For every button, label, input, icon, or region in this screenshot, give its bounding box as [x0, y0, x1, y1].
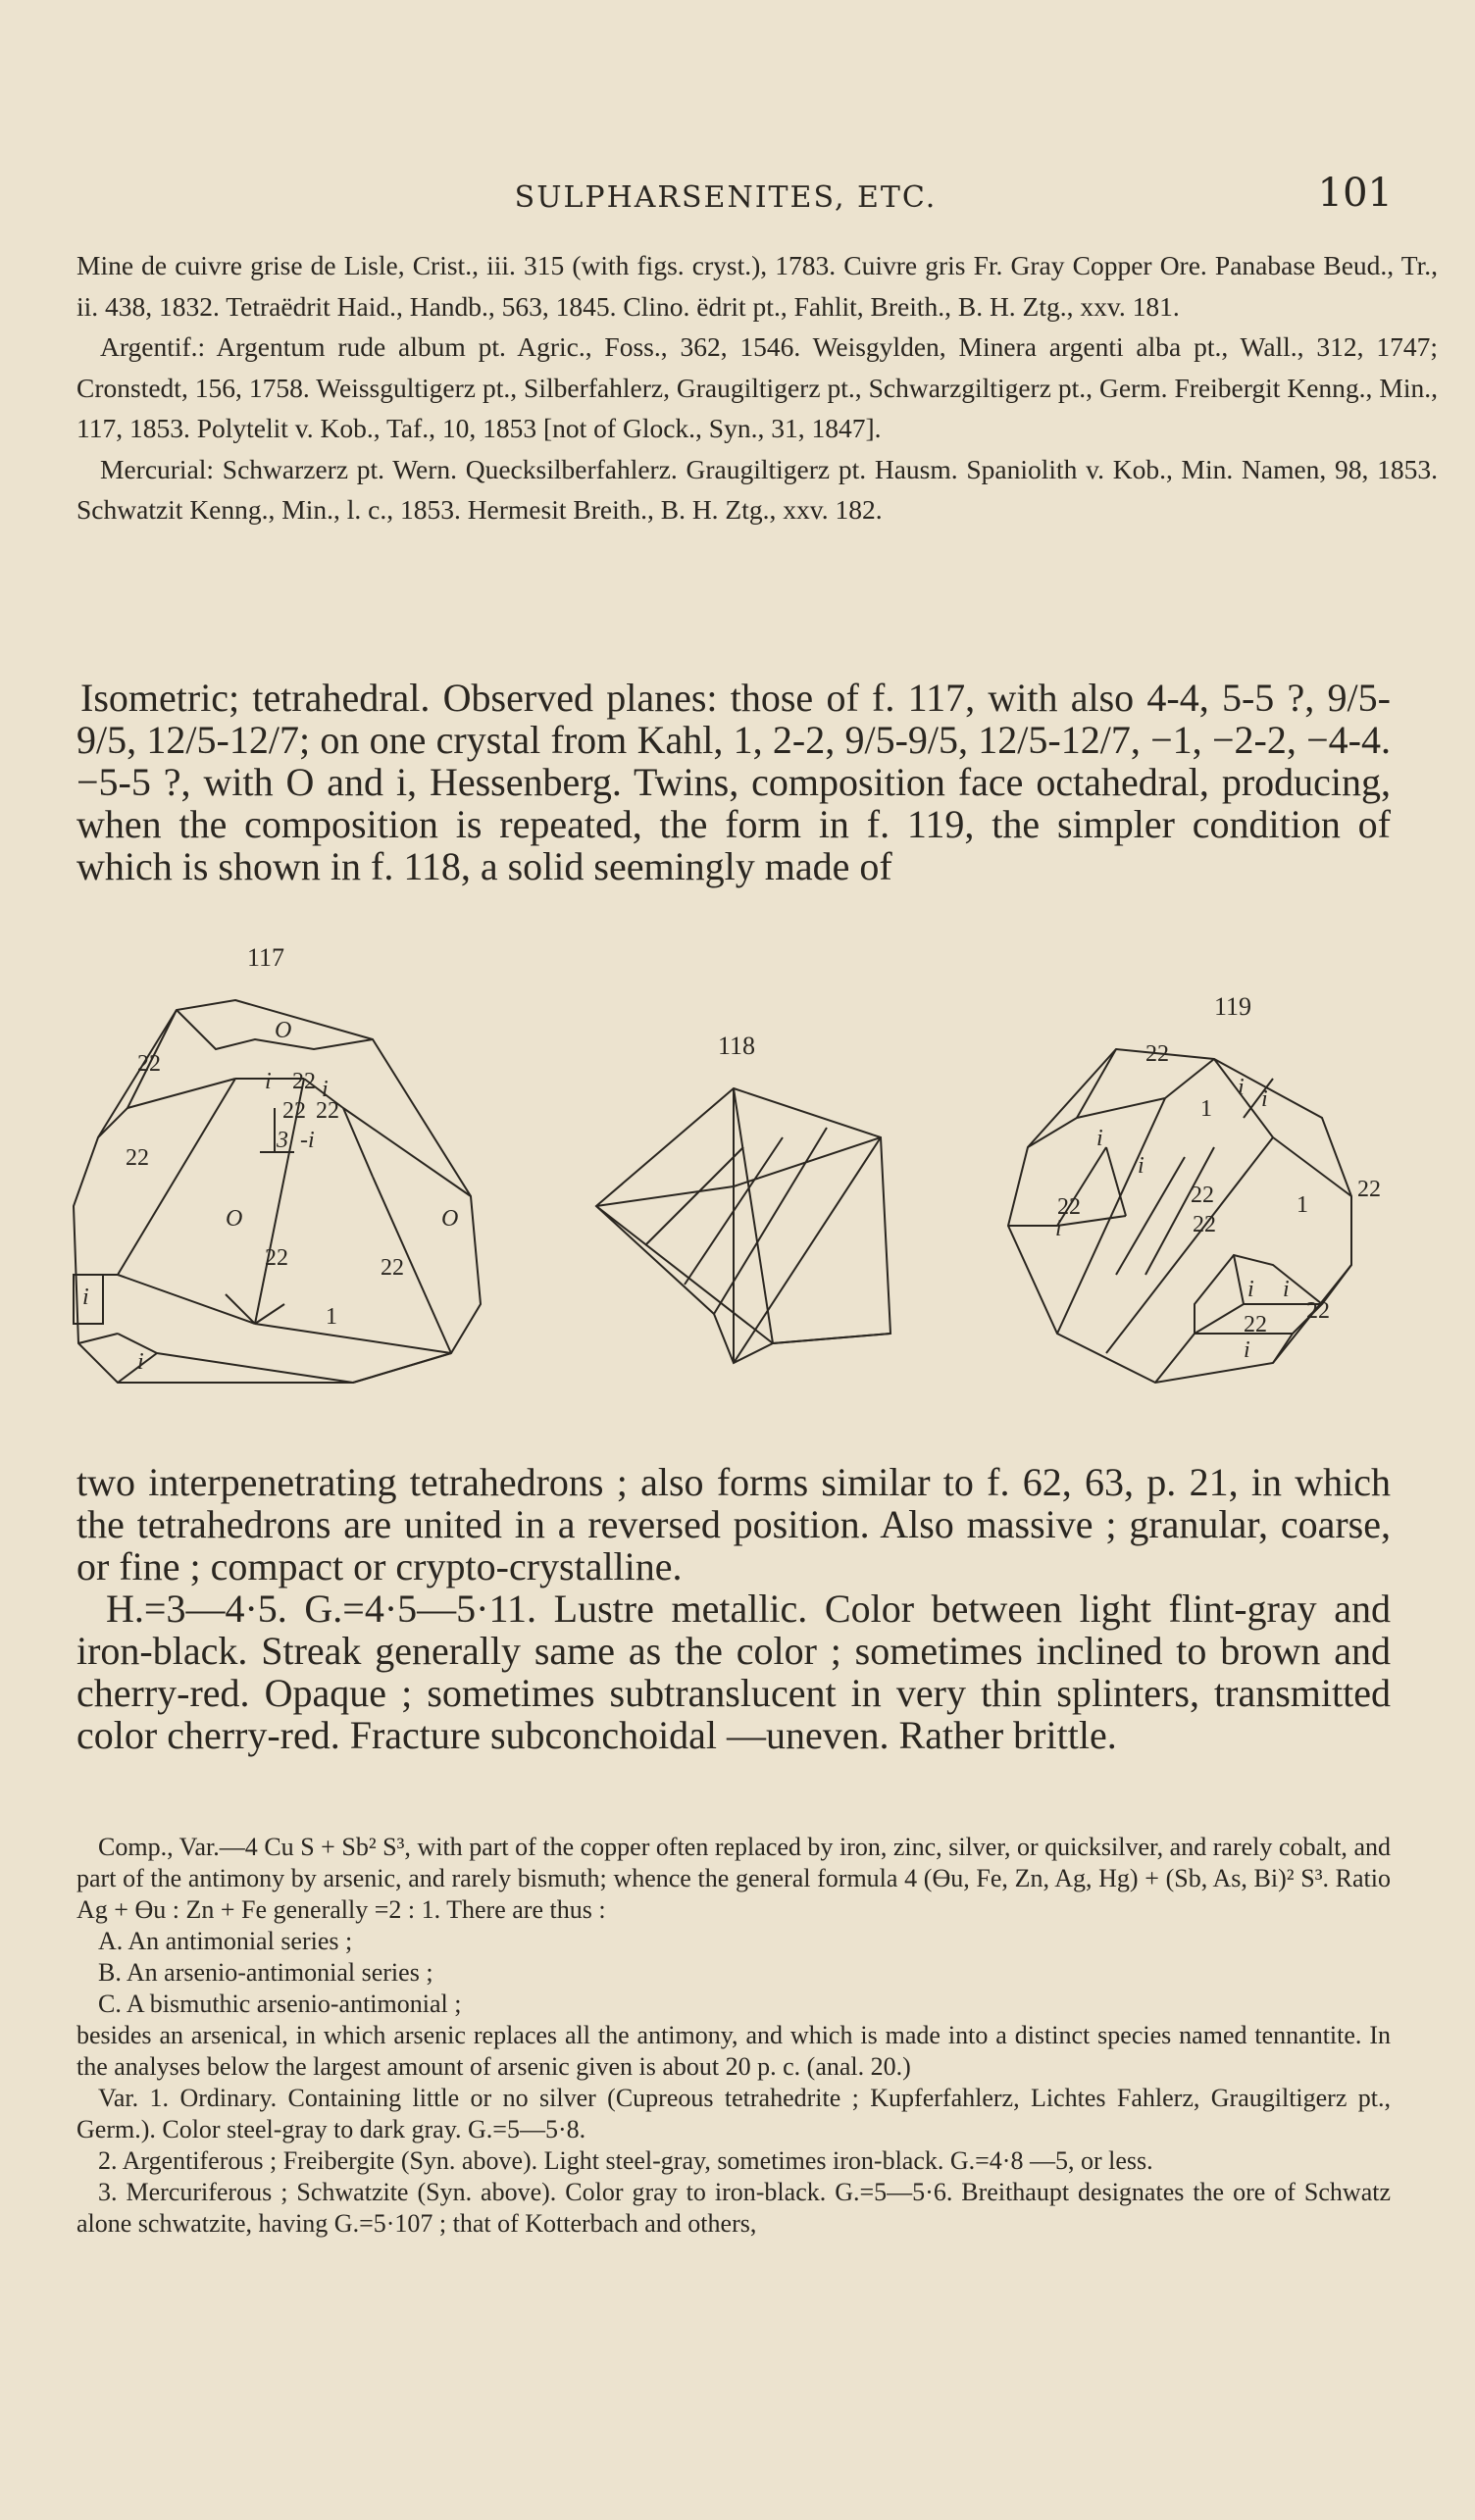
figure-119-label-i-b: i [1261, 1086, 1268, 1112]
figure-119 [998, 1039, 1400, 1392]
running-title: SULPHARSENITES, ETC. [514, 180, 938, 215]
page-number: 101 [1317, 171, 1393, 216]
figure-119-label-22-d: 22 [1306, 1298, 1330, 1324]
synonymy-paragraph-1: Mine de cuivre grise de Lisle, Crist., iii. 315 (with figs. cryst.), 1783. Cuivre gris Fr. Gray Copper Ore. Panabase Beud., Tr., ii. 438, 1832. Tetraëdrit Haid., Handb., 563, 1845. Clino. ëdrit pt., Fahlit, Breith., B. H. Ztg., xxv. 181. [76, 250, 1438, 322]
figure-117-label-i-c: i [82, 1285, 89, 1310]
figure-119-label-1-top: 1 [1200, 1096, 1212, 1122]
figure-118 [586, 1079, 910, 1373]
figure-117-label-22-a: 22 [137, 1051, 161, 1077]
figure-119-label-22-top: 22 [1145, 1041, 1169, 1067]
description-paragraph-physical: H.=3—4·5. G.=4·5—5·11. Lustre metallic. Color between light flint-gray and iron-black. Streak generally same as the color ; sometimes inclined to brown and cherry-red. Opaque ; sometimes subtranslucent in very thin splinters, transmitted color cherry-red. Fracture subconchoidal —uneven. Rather brittle. [76, 1587, 1391, 1757]
figure-117-label-22-f: 22 [265, 1245, 288, 1271]
figure-119-label-1-right: 1 [1297, 1192, 1308, 1218]
figure-118-drawing [586, 1079, 910, 1373]
composition-variety-2: 2. Argentiferous ; Freibergite (Syn. above). Light steel-gray, sometimes iron-black. G.=4·8 —5, or less. [98, 2146, 1153, 2175]
description-section-bottom [76, 1461, 1391, 1756]
figure-119-label-22-c: 22 [1193, 1212, 1216, 1237]
composition-paragraph-arsenical: besides an arsenical, in which arsenic replaces all the antimony, and which is made into a distinct species named tennantite. In the analyses below the largest amount of arsenic given is about 20 p. c. (anal. 20.) [76, 2021, 1391, 2081]
synonymy-paragraph-mercurial: Mercurial: Schwarzerz pt. Wern. Quecksilberfahlerz. Graugiltigerz pt. Hausm. Spaniolith v. Kob., Min. Namen, 98, 1853. Schwatzit Kenng., Min., l. c., 1853. Hermesit Breith., B. H. Ztg., xxv. 182. [76, 453, 1438, 525]
figure-117-label-o-top: O [275, 1018, 292, 1043]
figure-117-label-22-b: 22 [292, 1069, 316, 1094]
description-paragraph-crystallography: Isometric; tetrahedral. Observed planes: those of f. 117, with also 4-4, 5-5 ?, 9/5-9/5, 12/5-12/7; on one crystal from Kahl, 1, 2-2, 9/5-9/5, 12/5-12/7, −1, −2-2, −4-4. −5-5 ?, with O and i, Hessenberg. Twins, composition face octahedral, producing, when the composition is repeated, the form in f. 119, the simpler condition of which is shown in f. 118, a solid seemingly made of [76, 676, 1391, 888]
figure-119-label-22-b: 22 [1191, 1183, 1214, 1208]
figure-117-label-22-d: 22 [316, 1098, 339, 1124]
figure-117 [59, 981, 510, 1392]
composition-list-item-a: A. An antimonial series ; [98, 1927, 353, 1955]
figure-117-number: 117 [247, 943, 285, 972]
figure-117-label-minus-i: -i [300, 1128, 315, 1153]
figure-119-label-22-a: 22 [1057, 1194, 1081, 1220]
synonymy-paragraph-argentiferous: Argentif.: Argentum rude album pt. Agric., Foss., 362, 1546. Weisgylden, Minera argenti alba pt., Wall., 312, 1747; Cronstedt, 156, 1758. Weissgultigerz pt., Silberfahlerz, Graugiltigerz pt., Schwarzgiltigerz pt., Germ. Freibergit Kenng., Min., 117, 1853. Polytelit v. Kob., Taf., 10, 1853 [not of Glock., Syn., 31, 1847]. [76, 331, 1438, 443]
figures-row [59, 941, 1412, 1412]
figure-117-label-22-g: 22 [381, 1255, 404, 1281]
figure-117-drawing [59, 981, 510, 1392]
figure-119-label-i-bottom: i [1244, 1337, 1250, 1363]
composition-paragraph-formula: Comp., Var.—4 Cu S + Sb² S³, with part of the copper often replaced by iron, zinc, silver, or quicksilver, and rarely cobalt, and part of the antimony by arsenic, and rarely bismuth; whence the general formula 4 (Ɵu, Fe, Zn, Ag, Hg) + (Sb, As, Bi)² S³. Ratio Ag + Ɵu : Zn + Fe generally =2 : 1. There are thus : [76, 1833, 1391, 1924]
figure-119-label-i-e: i [1055, 1216, 1062, 1241]
composition-variety-1: Var. 1. Ordinary. Containing little or no silver (Cupreous tetrahedrite ; Kupferfahlerz, Lichtes Fahlerz, Graugiltigerz pt., Germ.). Color steel-gray to dark gray. G.=5—5·8. [76, 2084, 1391, 2143]
figure-117-label-i-d: i [137, 1349, 144, 1375]
synonymy-section [76, 245, 1438, 530]
figure-119-label-i-d: i [1138, 1153, 1144, 1179]
composition-variety-3: 3. Mercuriferous ; Schwatzite (Syn. above). Color gray to iron-black. G.=5—5·6. Breithaupt designates the ore of Schwatz alone schwatzite, having G.=5·107 ; that of Kotterbach and others, [76, 2178, 1391, 2238]
figure-117-label-o-left: O [226, 1206, 243, 1232]
figure-117-label-1: 1 [326, 1304, 337, 1330]
figure-117-label-i-a: i [265, 1069, 272, 1094]
figure-117-label-i-b: i [322, 1077, 329, 1102]
description-paragraph-twins: two interpenetrating tetrahedrons ; also forms similar to f. 62, 63, p. 21, in which the tetrahedrons are united in a reversed position. Also massive ; granular, coarse, or fine ; compact or crypto-crystalline. [76, 1460, 1391, 1588]
figure-118-number: 118 [718, 1032, 756, 1060]
composition-list-item-b: B. An arsenio-antimonial series ; [98, 1958, 433, 1987]
figure-119-label-i-a: i [1238, 1075, 1245, 1100]
composition-list-item-c: C. A bismuthic arsenio-antimonial ; [98, 1990, 462, 2018]
figure-119-label-22-right: 22 [1357, 1177, 1381, 1202]
description-section-top [76, 677, 1391, 887]
figure-119-label-22-e: 22 [1244, 1312, 1267, 1337]
figure-119-number: 119 [1214, 992, 1252, 1021]
figure-117-label-22-e: 22 [126, 1145, 149, 1171]
page-header [59, 167, 1393, 226]
figure-119-label-i-g: i [1283, 1277, 1290, 1302]
figure-119-drawing [998, 1039, 1400, 1392]
figure-117-label-3: 3 [277, 1128, 288, 1153]
figure-117-label-22-c: 22 [282, 1098, 306, 1124]
figure-119-label-i-c: i [1096, 1126, 1103, 1151]
composition-section [76, 1832, 1391, 2240]
figure-119-label-i-f: i [1247, 1277, 1254, 1302]
figure-117-label-o-right: O [441, 1206, 459, 1232]
